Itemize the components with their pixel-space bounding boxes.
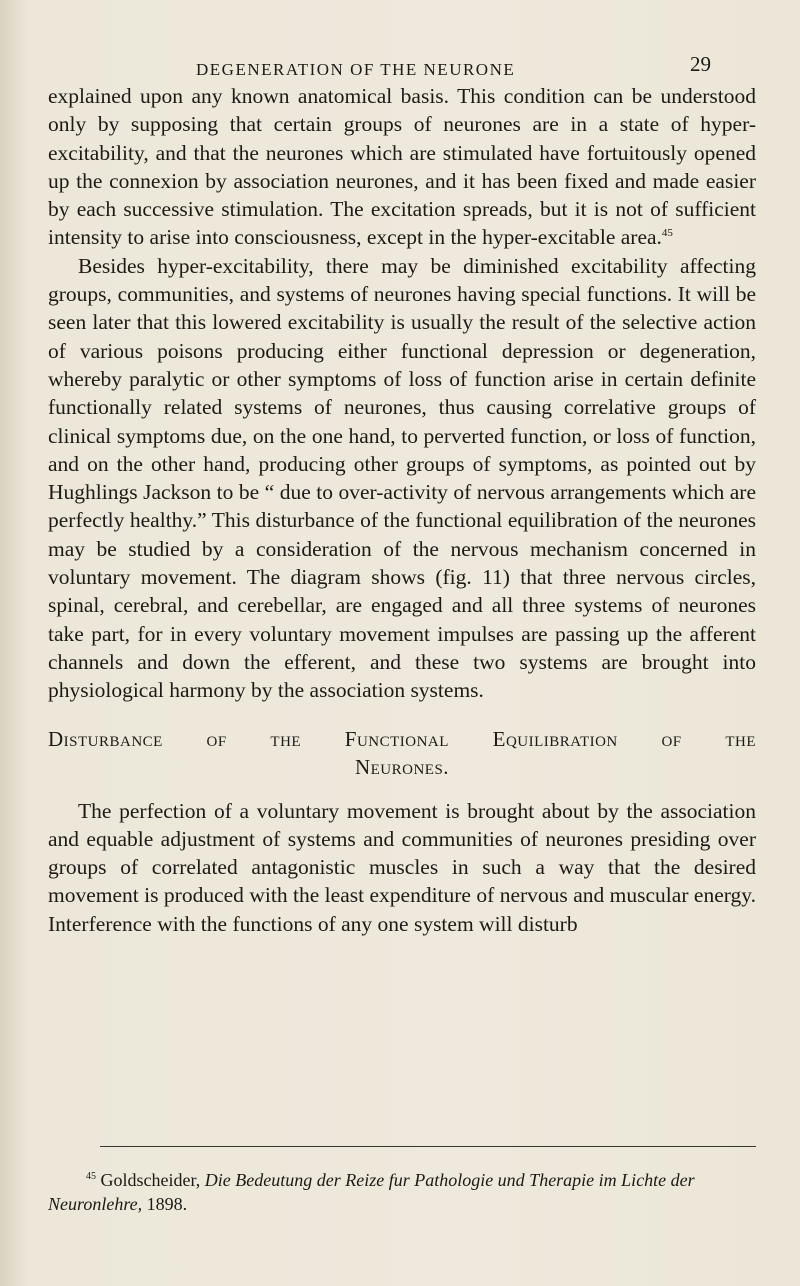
footnote-author: Goldscheider, xyxy=(100,1170,201,1190)
footnote-divider xyxy=(100,1146,756,1147)
running-title: DEGENERATION OF THE NEURONE xyxy=(196,60,516,79)
paragraph-continuation xyxy=(48,82,756,252)
page-number: 29 xyxy=(690,52,711,76)
footnote xyxy=(48,1165,756,1216)
footnote-title: Die Bedeutung der Reize fur Pathologie und Therapie im Lichte der Neuronlehre, xyxy=(48,1170,695,1214)
paragraph: Besides hyper-excitability, there may be diminished excitability affecting groups, communities, and systems of neurones having special functions. It will be seen later that this lowered excitability is usually the result of the selective action of various poisons producing either functional depression or degeneration, whereby paralytic or other symptoms of loss of function arise in certain definite functionally related systems of neurones, thus causing correlative groups of clinical symptoms due, on the one hand, to perverted function, or loss of function, and on the other hand, producing other groups of symptoms, as pointed out by Hughlings Jackson to be “ due to over-activity of nervous arrangements which are perfectly healthy.” This disturbance of the functional equilibration of the neurones may be studied by a consideration of the nervous mechanism concerned in voluntary movement. The diagram shows (fig. 11) that three nervous circles, spinal, cerebral, and cerebellar, are engaged and all three systems of neurones take part, for in every voluntary movement impulses are passing up the afferent channels and down the efferent, and these two systems are brought into physiological harmony by the association systems. xyxy=(48,253,756,703)
footnote-mark: 45 xyxy=(86,1171,96,1182)
footnote-year: 1898. xyxy=(146,1194,188,1214)
footnote-reference[interactable]: 45 xyxy=(661,227,673,240)
section-paragraph: The perfection of a voluntary movement is brought about by the association and equable adjustment of systems and communities of neurones presiding over groups of correlated antagonistic muscles in such a way that the desired movement is produced with the least expenditure of nervous and muscular energy. Interference with the functions of any one system will disturb xyxy=(48,798,756,936)
paragraph-text: explained upon any known anatomical basis. This condition can be understood only by supposing that certain groups of neurones are in a state of hyper-excitability, and that the neurones which are stimulated have fortuitously opened up the connexion by association neurones, and it has been fixed and made easier by each successive stimulation. The excitation spreads, but it is not of sufficient intensity to arise into consciousness, except in the hyper-excitable area. xyxy=(48,84,756,250)
section-heading xyxy=(48,725,756,781)
section-heading-line-2: Neurones. xyxy=(354,754,450,779)
section-heading-line-1: Disturbance of the Functional Equilibration of the xyxy=(48,726,756,751)
body-text xyxy=(48,82,756,938)
